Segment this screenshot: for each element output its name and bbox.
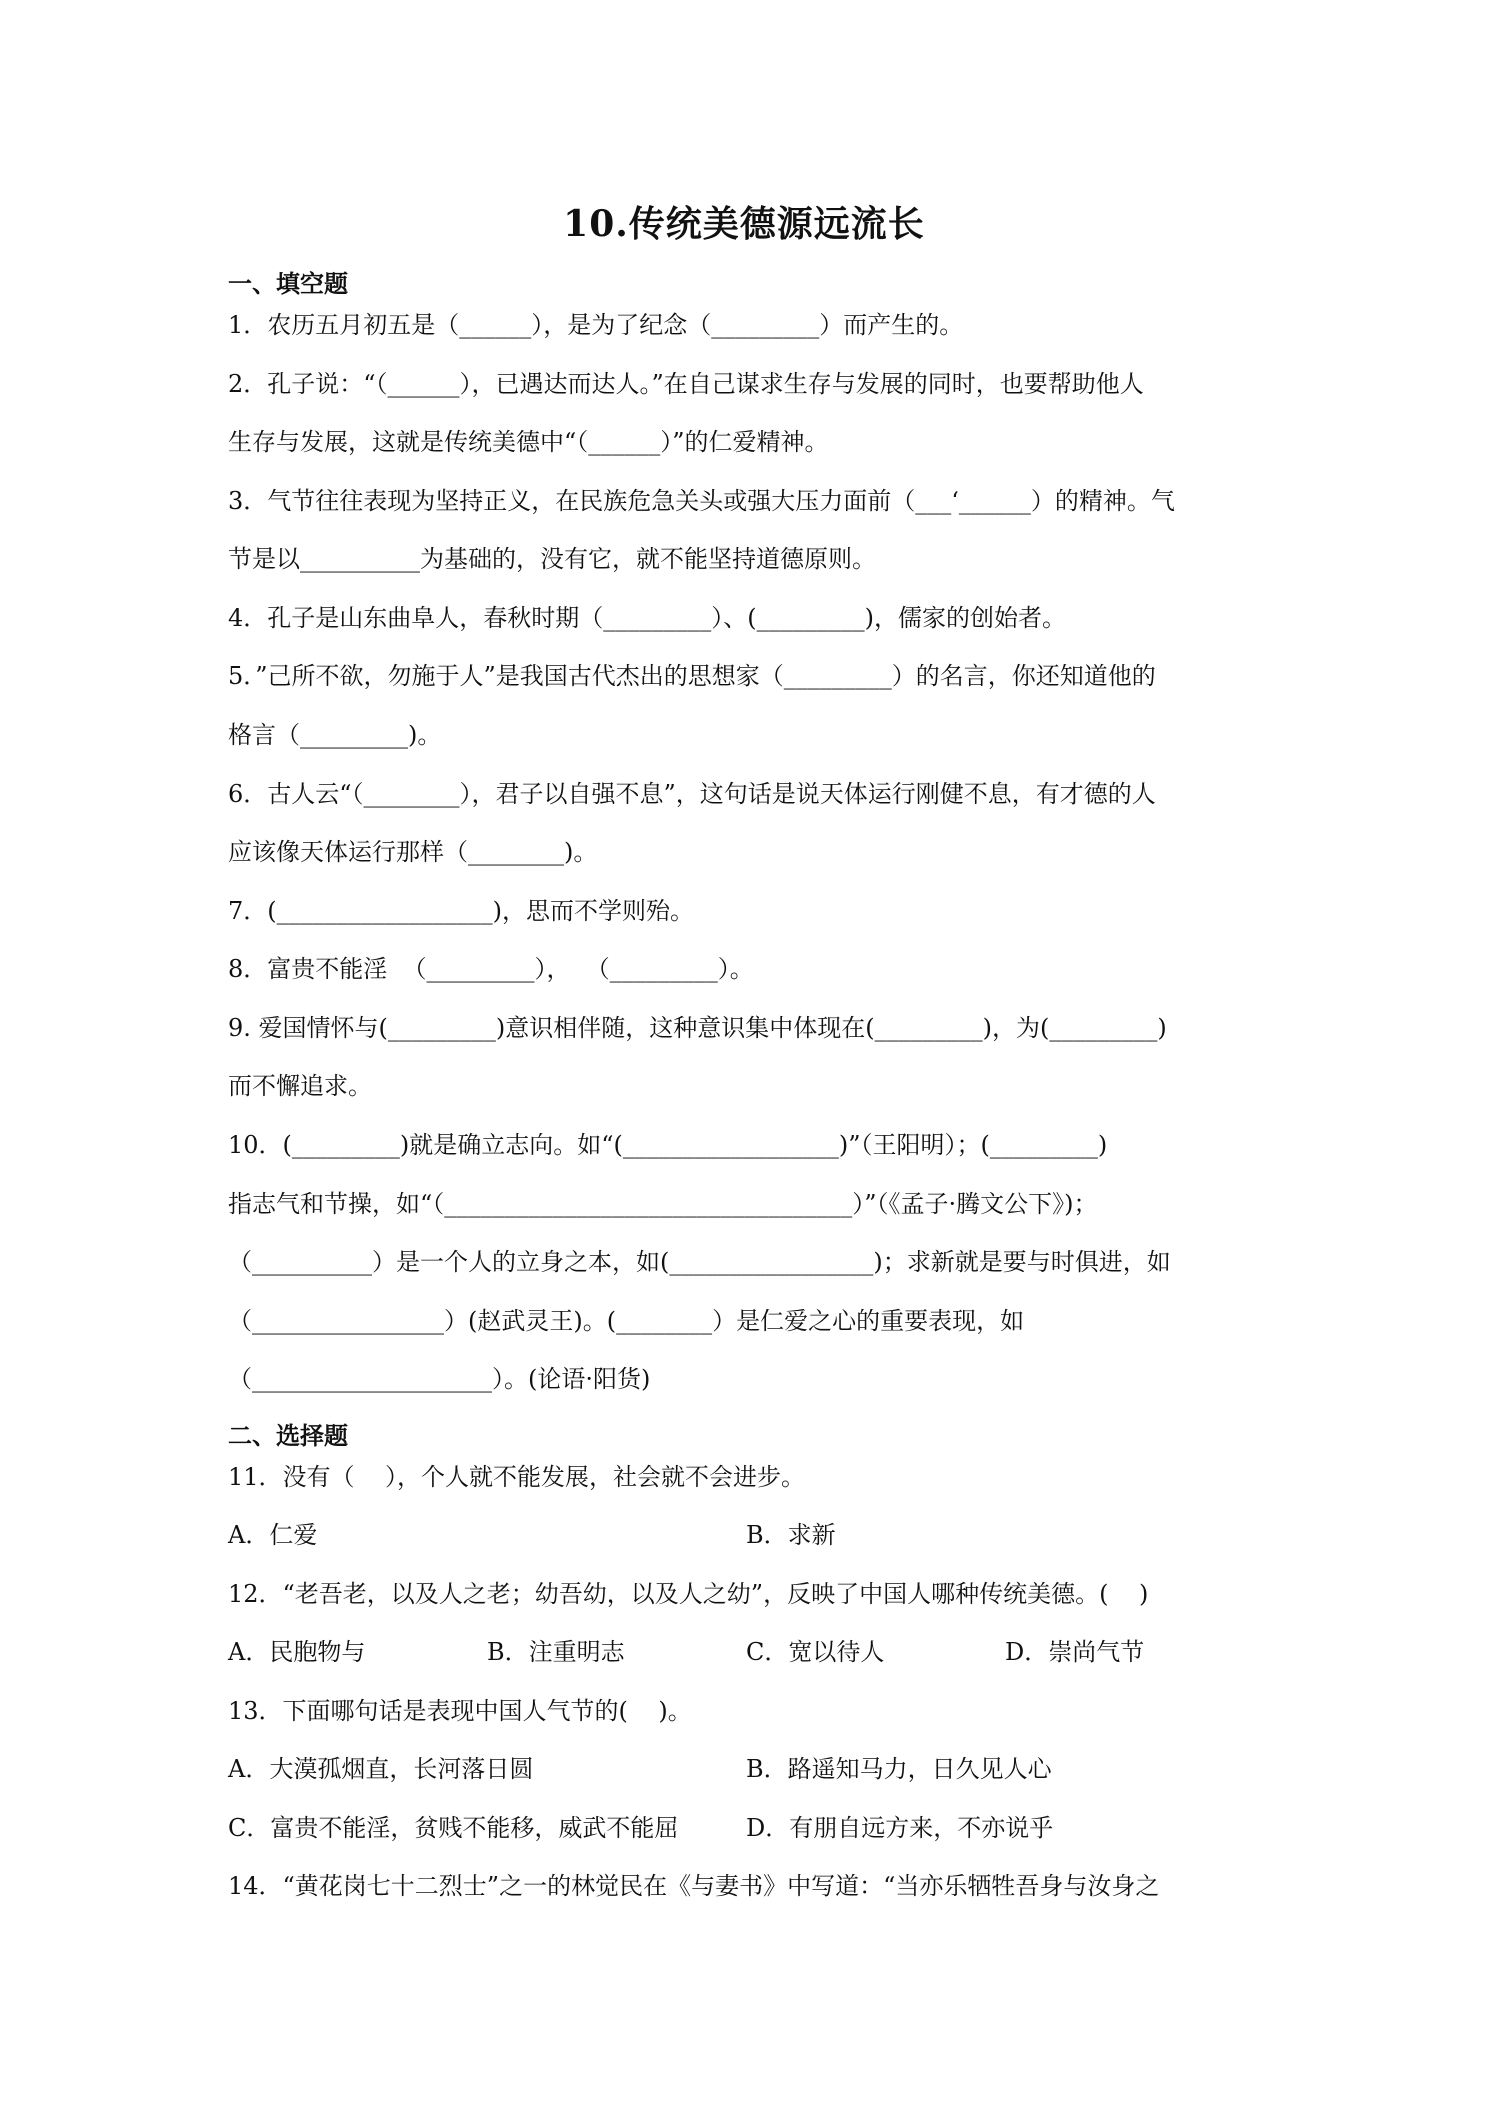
- question-line: 8．富贵不能淫 （_________）， （_________）。: [228, 955, 754, 983]
- question-line: （________________）(赵武灵王)。(________）是仁爱之心的重要表现，如: [228, 1307, 1025, 1335]
- option-a[interactable]: A．民胞物与: [228, 1638, 366, 1666]
- question-line: 9. 爱国情怀与(_________)意识相伴随，这种意识集中体现在(_________)，为(_________): [228, 1014, 1167, 1042]
- question-line: （____________________）。(论语·阳货): [228, 1365, 651, 1393]
- question-13: 13．下面哪句话是表现中国人气节的( )。: [228, 1697, 692, 1725]
- page-title: 10.传统美德源远流长: [563, 203, 925, 245]
- option-a[interactable]: A．大漠孤烟直，长河落日圆: [228, 1755, 534, 1783]
- option-d[interactable]: D．崇尚气节: [1005, 1638, 1145, 1666]
- question-line: 而不懈追求。: [228, 1072, 372, 1100]
- section-heading-fill-blank: 一、填空题: [228, 269, 348, 298]
- option-a[interactable]: A．仁爱: [228, 1521, 318, 1549]
- question-line: （__________）是一个人的立身之本，如(_________________)；求新就是要与时俱进，如: [228, 1248, 1171, 1276]
- question-line: 生存与发展，这就是传统美德中“（______）”的仁爱精神。: [228, 428, 829, 456]
- question-12: 12．“老吾老，以及人之老；幼吾幼，以及人之幼”，反映了中国人哪种传统美德。( ): [228, 1580, 1149, 1608]
- option-b[interactable]: B．路遥知马力，日久见人心: [746, 1755, 1052, 1783]
- question-line: 应该像天体运行那样（________)。: [228, 838, 598, 866]
- question-line: 1．农历五月初五是（______），是为了纪念（_________）而产生的。: [228, 311, 964, 339]
- option-b[interactable]: B．求新: [746, 1521, 836, 1549]
- question-line: 7．(__________________)，思而不学则殆。: [228, 897, 694, 925]
- question-line: 格言（_________)。: [228, 721, 442, 749]
- question-line: 3．气节往往表现为坚持正义，在民族危急关头或强大压力面前（___‘______）的精神。气: [228, 487, 1175, 515]
- option-c[interactable]: C．宽以待人: [746, 1638, 885, 1666]
- option-d[interactable]: D．有朋自远方来，不亦说乎: [746, 1814, 1054, 1842]
- section-heading-multiple-choice: 二、选择题: [228, 1421, 348, 1450]
- question-line: 指志气和节操，如“（__________________________________）”（《孟子·腾文公下》)；: [228, 1190, 1098, 1218]
- question-11: 11．没有（ ），个人就不能发展，社会就不会进步。: [228, 1463, 806, 1491]
- option-b[interactable]: B．注重明志: [487, 1638, 625, 1666]
- question-line: 2．孔子说：“（______），已遇达而达人。”在自己谋求生存与发展的同时，也要帮助他人: [228, 370, 1144, 398]
- question-line: 节是以__________为基础的，没有它，就不能坚持道德原则。: [228, 545, 876, 573]
- question-14: 14．“黄花岗七十二烈士”之一的林觉民在《与妻书》中写道：“当亦乐牺牲吾身与汝身之: [228, 1872, 1160, 1900]
- question-line: 10．(_________)就是确立志向。如“(__________________)”（王阳明）；(_________): [228, 1131, 1108, 1159]
- option-c[interactable]: C．富贵不能淫，贫贱不能移，威武不能屈: [228, 1814, 679, 1842]
- question-line: 5．”己所不欲，勿施于人”是我国古代杰出的思想家（_________）的名言，你还知道他的: [228, 662, 1156, 690]
- question-line: 4．孔子是山东曲阜人，春秋时期（_________）、(_________)，儒家的创始者。: [228, 604, 1066, 632]
- question-line: 6．古人云“（________），君子以自强不息”，这句话是说天体运行刚健不息，有才德的人: [228, 780, 1156, 808]
